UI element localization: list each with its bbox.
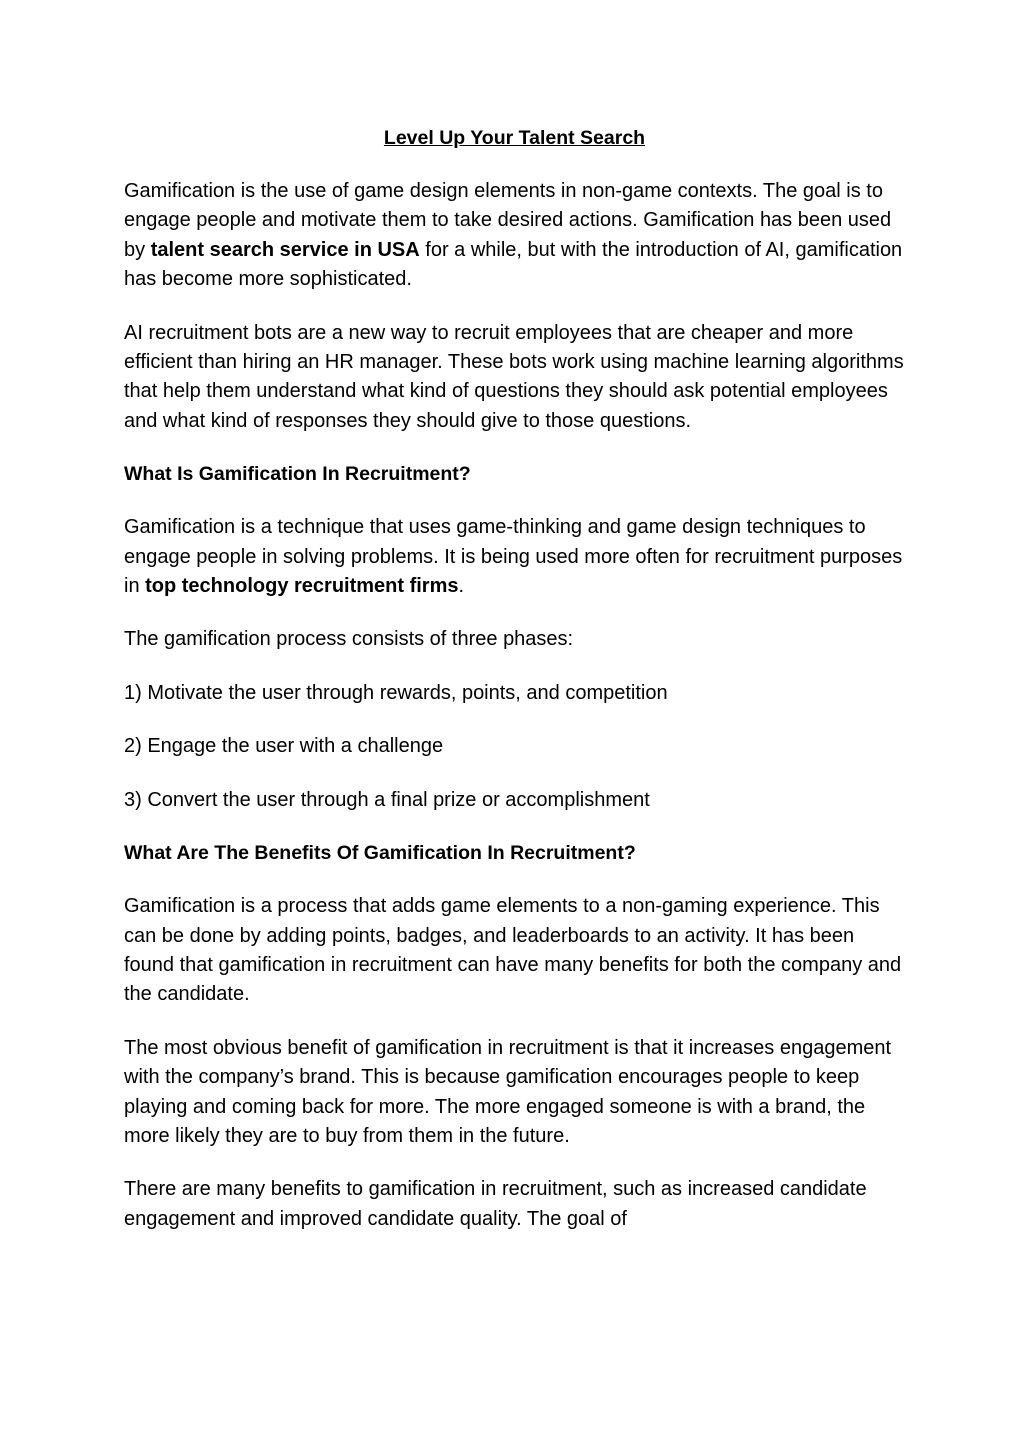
section1-paragraph-2: The gamification process consists of three phases: xyxy=(124,628,574,651)
section1-text-1b: . xyxy=(458,575,465,598)
section2-paragraph-2: The most obvious benefit of gamification in recruitment is that it increases engagement with the company’s brand. This is because gamification encourages people to keep playing and coming back for more. The more engaged someone is with a brand, the more likely they are to buy from them in the future. xyxy=(124,1036,892,1147)
section2-paragraph-1: Gamification is a process that adds game elements to a non-gaming experience. This can be done by adding points, badges, and leaderboards to an activity. It has been found that gamification in recruitment can have many benefits for both the company and the candidate. xyxy=(124,895,902,1006)
talent-search-keyword: talent search service in USA xyxy=(150,238,420,261)
intro-paragraph-2: AI recruitment bots are a new way to recruit employees that are cheaper and more efficient than hiring an HR manager. These bots work using machine learning algorithms that help them understand what kind of questions they should ask potential employees and what kind of responses they should give to those questions. xyxy=(124,321,904,432)
section-heading-benefits: What Are The Benefits Of Gamification In Recruitment? xyxy=(124,842,636,865)
section2-paragraph-3: There are many benefits to gamification in recruitment, such as increased candidate engagement and improved candidate quality. The goal of xyxy=(124,1178,867,1230)
phase-item-1: 1) Motivate the user through rewards, points, and competition xyxy=(124,681,668,704)
recruitment-firms-keyword: top technology recruitment firms xyxy=(145,575,459,598)
phase-item-3: 3) Convert the user through a final prize or accomplishment xyxy=(124,788,650,811)
intro-text-1a: Gamification is the use of game design elements in non-game contexts. The goal is to engage people and motivate them to take desired actions. Gamification has been used by xyxy=(124,180,892,261)
intro-text-1b: for a while, but with the introduction of AI, gamification has become more sophisticated. xyxy=(124,238,903,291)
document-title: Level Up Your Talent Search xyxy=(383,127,646,149)
intro-paragraph-1 xyxy=(124,177,905,295)
section1-text-1a: Gamification is a technique that uses game-thinking and game design techniques to engage people in solving problems. It is being used more often for recruitment purposes in xyxy=(124,516,903,598)
phase-item-2: 2) Engage the user with a challenge xyxy=(124,735,444,758)
section1-paragraph-1 xyxy=(124,513,905,601)
section-heading-what-is: What Is Gamification In Recruitment? xyxy=(124,463,471,486)
